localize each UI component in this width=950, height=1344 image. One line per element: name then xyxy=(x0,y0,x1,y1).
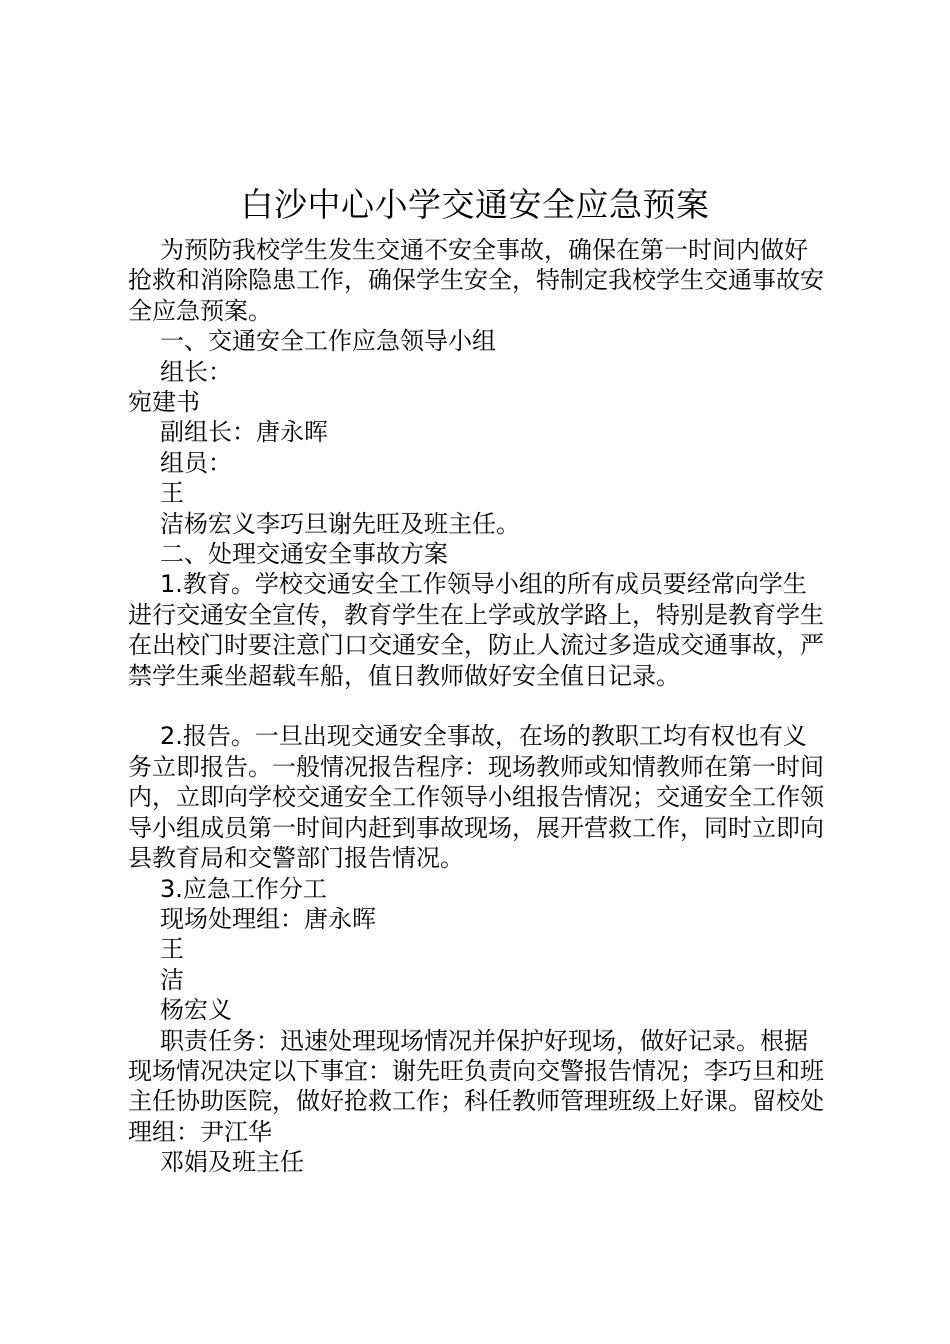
paragraph: 洁 xyxy=(160,965,184,994)
paragraph: 邓娟及班主任 xyxy=(160,1148,304,1177)
paragraph: 洁杨宏义李巧旦谢先旺及班主任。 xyxy=(160,509,520,538)
paragraph: 1.教育。学校交通安全工作领导小组的所有成员要经常向学生进行交通安全宣传，教育学生在上学或放学路上，特别是教育学生在出校门时要注意门口交通安全，防止人流过多造成交通事故，严禁学生乘坐超载车船，值日教师做好安全值日记录。 xyxy=(128,570,824,690)
paragraph: 3.应急工作分工 xyxy=(160,874,327,903)
document-body xyxy=(128,235,828,1178)
paragraph: 一、交通安全工作应急领导小组 xyxy=(160,327,496,356)
paragraph: 王 xyxy=(160,479,184,508)
document-title: 白沙中心小学交通安全应急预案 xyxy=(240,185,710,224)
paragraph: 现场处理组：唐永晖 xyxy=(160,904,376,933)
paragraph: 宛建书 xyxy=(128,388,200,417)
blank-line xyxy=(128,691,828,721)
paragraph: 组员： xyxy=(160,448,232,477)
paragraph: 为预防我校学生发生交通不安全事故，确保在第一时间内做好抢救和消除隐患工作，确保学生安全，特制定我校学生交通事故安全应急预案。 xyxy=(128,236,824,325)
paragraph: 二、处理交通安全事故方案 xyxy=(160,540,448,569)
paragraph: 职责任务：迅速处理现场情况并保护好现场，做好记录。根据现场情况决定以下事宜：谢先旺负责向交警报告情况；李巧旦和班主任协助医院，做好抢救工作；科任教师管理班级上好课。留校处理组：尹江华 xyxy=(128,1026,824,1146)
paragraph: 副组长：唐永晖 xyxy=(160,418,328,447)
paragraph: 王 xyxy=(160,935,184,964)
paragraph: 组长： xyxy=(160,357,232,386)
paragraph: 杨宏义 xyxy=(160,996,232,1025)
paragraph: 2.报告。一旦出现交通安全事故，在场的教职工均有权也有义务立即报告。一般情况报告程序：现场教师或知情教师在第一时间内，立即向学校交通安全工作领导小组报告情况；交通安全工作领导小组成员第一时间内赶到事故现场，展开营救工作，同时立即向县教育局和交警部门报告情况。 xyxy=(128,722,824,873)
